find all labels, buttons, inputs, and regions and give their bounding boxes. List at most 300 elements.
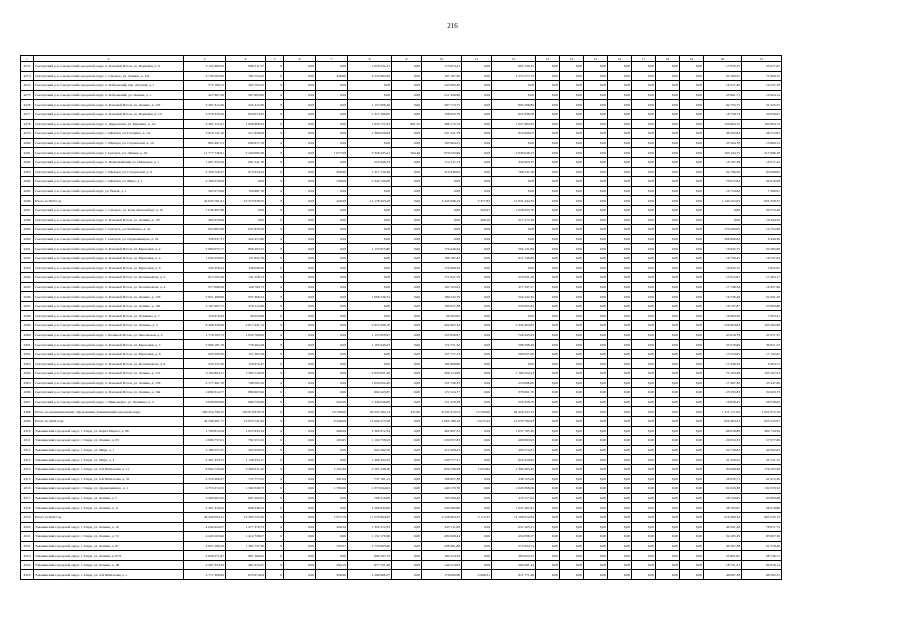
value-cell: 0,00 (608, 138, 632, 148)
value-cell: 508 598,29 (492, 340, 536, 350)
table-row (21, 129, 782, 139)
value-cell: 18 751,21 (704, 560, 742, 570)
value-cell: 0,00 (680, 512, 704, 522)
value-cell: 440 170,76 (422, 484, 462, 494)
value-cell: 0,00 (536, 282, 560, 292)
value-cell: 0,00 (392, 321, 422, 331)
value-cell: 16 656,25 (704, 397, 742, 407)
address-cell: Сысертский р-н, Сысертский городской округ, п. Большой Исток, ул. Ленина, д. 107 (34, 215, 184, 225)
value-cell: 0,00 (680, 532, 704, 542)
value-cell: 681 541,78 (226, 157, 266, 167)
value-cell: 0,00 (560, 301, 584, 311)
value-cell: 420,00 (316, 397, 348, 407)
value-cell: 34 561,29 (742, 292, 782, 302)
value-cell: 0,00 (656, 493, 680, 503)
value-cell: 0,00 (536, 138, 560, 148)
value-cell: 0,00 (392, 71, 422, 81)
value-cell: 0,00 (656, 311, 680, 321)
row-index: 4287 (21, 205, 34, 215)
value-cell: 285 254 790,15 (184, 407, 226, 417)
value-cell: 45 619,79 (704, 330, 742, 340)
value-cell: 0 (266, 311, 284, 321)
value-cell: 15 860,13 (742, 138, 782, 148)
value-cell: 0,00 (392, 445, 422, 455)
value-cell: 0,00 (584, 560, 608, 570)
value-cell: 0,00 (656, 90, 680, 100)
table-row (21, 532, 782, 542)
value-cell: 1 068 239,34 (348, 292, 392, 302)
value-cell: 3 145 480,93 (184, 62, 226, 72)
value-cell: 0,00 (632, 167, 656, 177)
value-cell: 11 777 736,81 (184, 148, 226, 158)
value-cell: 0,00 (284, 359, 316, 369)
row-index: 4301 (21, 340, 34, 350)
column-number: 5 (266, 56, 284, 62)
value-cell: 173 874,21 (422, 62, 462, 72)
value-cell: 0,00 (392, 196, 422, 206)
value-cell: 0,00 (608, 493, 632, 503)
value-cell: 0,00 (680, 484, 704, 494)
row-index: 4296 (21, 292, 34, 302)
value-cell: 287 713,75 (422, 100, 462, 110)
value-cell: 3 181 248,30 (348, 464, 392, 474)
address-cell: Сысертский р-н, Сысертский городской округ, п. Большой Исток, ул. Пушкина, д. 7 (34, 311, 184, 321)
value-cell: 0,00 (560, 282, 584, 292)
value-cell: 1 157 006,26 (348, 100, 392, 110)
value-cell: 0,00 (632, 157, 656, 167)
value-cell: 181 889,86 (422, 359, 462, 369)
value-cell: 0,00 (680, 321, 704, 331)
row-index: 4285 (21, 186, 34, 196)
value-cell: 0,00 (584, 311, 608, 321)
value-cell: 0,00 (536, 253, 560, 263)
value-cell: 0,00 (656, 148, 680, 158)
value-cell: 0,00 (656, 397, 680, 407)
value-cell: 0,00 (462, 397, 492, 407)
value-cell: 0,00 (608, 167, 632, 177)
value-cell: 0 (266, 570, 284, 580)
value-cell: 0 (266, 177, 284, 187)
table-row (21, 570, 782, 580)
value-cell: 0,00 (316, 282, 348, 292)
value-cell: 408 983,93 (492, 436, 536, 446)
value-cell: 0,00 (656, 215, 680, 225)
value-cell: 0,00 (656, 378, 680, 388)
value-cell: 0,00 (226, 215, 266, 225)
value-cell: 0,00 (632, 292, 656, 302)
value-cell: 0,00 (316, 253, 348, 263)
value-cell: 686 511,57 (226, 62, 266, 72)
value-cell: 3 287 312,46 (184, 100, 226, 110)
value-cell: 0,00 (680, 81, 704, 91)
value-cell: 0,00 (284, 225, 316, 235)
value-cell: 0,00 (316, 532, 348, 542)
value-cell: 12 760,96 (462, 407, 492, 417)
value-cell: 1 152 170,90 (348, 532, 392, 542)
value-cell: 0,00 (608, 215, 632, 225)
value-cell: 0,00 (284, 436, 316, 446)
value-cell: 0,00 (316, 349, 348, 359)
value-cell: 0,00 (316, 62, 348, 72)
value-cell: 6 448,00 (316, 416, 348, 426)
value-cell: 0,00 (680, 71, 704, 81)
value-cell: 0,00 (680, 244, 704, 254)
value-cell: 0,00 (226, 205, 266, 215)
address-cell: Сысертский р-н, Сысертский городской округ, п. Большой Исток, ул. Ленина, д. 162 (34, 301, 184, 311)
value-cell: 3 919 141,16 (184, 129, 226, 139)
value-cell: 0,00 (680, 378, 704, 388)
table-row (21, 157, 782, 167)
value-cell: 0,00 (632, 416, 656, 426)
value-cell: 83 097,56 (742, 532, 782, 542)
value-cell: 1 653,82 (462, 464, 492, 474)
address-cell: Таванинский городской округ, г. Тавда, ул. Карла Маркса, д. 96 (34, 426, 184, 436)
value-cell: 0,00 (462, 426, 492, 436)
value-cell: 0,00 (392, 282, 422, 292)
value-cell: 0,00 (632, 436, 656, 446)
value-cell: 0,00 (584, 330, 608, 340)
value-cell: 0,00 (348, 253, 392, 263)
value-cell: 0,00 (284, 62, 316, 72)
value-cell: 0,00 (608, 397, 632, 407)
value-cell: 0,00 (392, 186, 422, 196)
value-cell: 0,00 (608, 445, 632, 455)
value-cell: 0,00 (632, 541, 656, 551)
value-cell: 0,00 (608, 119, 632, 129)
value-cell: 0,00 (656, 570, 680, 580)
value-cell: 16 737,87 (704, 301, 742, 311)
value-cell: 0,00 (584, 551, 608, 561)
value-cell: 0,00 (656, 321, 680, 331)
table-row (21, 436, 782, 446)
value-cell: 0,00 (656, 177, 680, 187)
address-cell: Таванинский городской округ, г. Тавда, ул. Ленина, д. 72 (34, 532, 184, 542)
value-cell: 170 206,05 (704, 225, 742, 235)
value-cell: 0,00 (656, 369, 680, 379)
value-cell: 0,00 (560, 445, 584, 455)
row-index: 4323 (21, 551, 34, 561)
value-cell: 0,00 (560, 109, 584, 119)
value-cell: 0,00 (316, 273, 348, 283)
value-cell: 1 776 505,73 (184, 330, 226, 340)
value-cell: 0,00 (462, 225, 492, 235)
value-cell: 217 686,18 (742, 148, 782, 158)
address-cell: Таванинский городской округ, г. Тавда, ул. Ленина, д. 1В (34, 560, 184, 570)
value-cell: 0,00 (392, 493, 422, 503)
value-cell: 7 049 397,88 (184, 205, 226, 215)
row-index: 4288 (21, 215, 34, 225)
value-cell: 992 443,87 (348, 388, 392, 398)
value-cell: 0,00 (632, 138, 656, 148)
value-cell: 0,00 (584, 397, 608, 407)
value-cell: 300,96 (316, 167, 348, 177)
address-cell: Сысертский р-н, Сысертский городской округ, п. Первомайский, ул. Пионеров, д. 1 (34, 157, 184, 167)
value-cell: 0,00 (584, 445, 608, 455)
value-cell: 1 780,00 (316, 484, 348, 494)
value-cell: 0,00 (536, 196, 560, 206)
row-index: 4272 (21, 62, 34, 72)
value-cell: 0 (266, 407, 284, 417)
value-cell: 1 973,79 (316, 512, 348, 522)
value-cell: 31 526,22 (704, 455, 742, 465)
value-cell: 189 242,79 (422, 292, 462, 302)
value-cell: 0,00 (584, 340, 608, 350)
table-row (21, 196, 782, 206)
value-cell: 90 098,46 (704, 464, 742, 474)
value-cell: 2 689 181,76 (184, 340, 226, 350)
value-cell: 0,00 (536, 225, 560, 235)
value-cell: 0,00 (284, 522, 316, 532)
address-cell: Таванинский городской округ, г. Тавда, ул. 4-й Пятилетки, д. 1 (34, 570, 184, 580)
value-cell: 0,00 (536, 244, 560, 254)
value-cell: 0,00 (560, 215, 584, 225)
address-cell: Таванинский городской округ, г. Тавда, ул. Ленина, д. 87 (34, 541, 184, 551)
value-cell: 0,00 (284, 512, 316, 522)
value-cell: 1 607 352,56 (184, 157, 226, 167)
value-cell: 2 107 667,77 (184, 301, 226, 311)
value-cell: 0,00 (608, 244, 632, 254)
value-cell: 0,00 (422, 225, 462, 235)
value-cell: 0,00 (462, 311, 492, 321)
value-cell: 0 (266, 196, 284, 206)
value-cell: 131 258,13 (226, 273, 266, 283)
table-row (21, 493, 782, 503)
value-cell: 0,00 (462, 474, 492, 484)
value-cell: 0,00 (608, 62, 632, 72)
value-cell: 0,00 (608, 551, 632, 561)
value-cell: 0,00 (608, 205, 632, 215)
value-cell: 0,00 (584, 503, 608, 513)
value-cell: 0,00 (632, 551, 656, 561)
value-cell: 0,00 (284, 148, 316, 158)
value-cell: 674 874,04 (226, 570, 266, 580)
value-cell: 0,00 (492, 177, 536, 187)
value-cell: 0,00 (316, 445, 348, 455)
value-cell: 0,00 (680, 253, 704, 263)
value-cell: 0,00 (462, 369, 492, 379)
value-cell: 1 311 171,94 (704, 407, 742, 417)
value-cell: 40 567,38 (704, 541, 742, 551)
value-cell: 0,00 (632, 397, 656, 407)
value-cell: 0,00 (560, 148, 584, 158)
value-cell: 2 361 333,75 (184, 455, 226, 465)
value-cell: 0,00 (680, 464, 704, 474)
value-cell: 0,00 (608, 388, 632, 398)
value-cell: 0,00 (392, 177, 422, 187)
value-cell: 32 020,73 (742, 388, 782, 398)
value-cell: 0,00 (584, 157, 608, 167)
value-cell: 0,00 (316, 138, 348, 148)
value-cell: 893 498,86 (492, 100, 536, 110)
value-cell: 0,00 (316, 503, 348, 513)
value-cell: 824 482,50 (348, 445, 392, 455)
value-cell: 0,00 (608, 512, 632, 522)
value-cell: 0,00 (392, 263, 422, 273)
value-cell: 0,00 (632, 378, 656, 388)
value-cell: 0,00 (560, 273, 584, 283)
value-cell: 240 582,86 (422, 503, 462, 513)
value-cell: 0,00 (316, 369, 348, 379)
value-cell: 0,00 (560, 532, 584, 542)
value-cell: 17 439,34 (704, 359, 742, 369)
value-cell: 0,00 (632, 90, 656, 100)
value-cell: 365 673,66 (184, 186, 226, 196)
value-cell: 0,00 (536, 340, 560, 350)
value-cell: 0,00 (632, 186, 656, 196)
value-cell: 0 (266, 349, 284, 359)
value-cell: 0,00 (392, 388, 422, 398)
value-cell: 0,00 (462, 90, 492, 100)
value-cell: 151 265,58 (226, 349, 266, 359)
row-index: 4274 (21, 81, 34, 91)
column-number: 13 (536, 56, 560, 62)
value-cell: 0,00 (584, 109, 608, 119)
column-number: 12 (492, 56, 536, 62)
value-cell: 0,00 (392, 369, 422, 379)
value-cell: 3 266 607,65 (184, 493, 226, 503)
row-index: 4316 (21, 484, 34, 494)
column-number: 1 (21, 56, 34, 62)
value-cell: 284 981,14 (492, 560, 536, 570)
address-cell: Сысертский р-н, Сысертский городской округ, г. Сысерть, ул. Коммуны, д. 41 (34, 225, 184, 235)
value-cell: 0,00 (632, 503, 656, 513)
value-cell: 62 735,75 (704, 100, 742, 110)
value-cell: 1 034 250,87 (184, 253, 226, 263)
value-cell: 0 (266, 100, 284, 110)
value-cell: 0,00 (316, 455, 348, 465)
address-cell: Сысертский р-н, Сысертский городской округ, п. Большой Исток, ул. Ленина, д. 147 (34, 100, 184, 110)
address-cell: Таванинский городской округ, г. Тавда, ул. 9-й Пятилетки, д. 3а (34, 474, 184, 484)
value-cell: 0,00 (656, 416, 680, 426)
value-cell: 461 915,47 (226, 560, 266, 570)
value-cell: 768 531,28 (492, 167, 536, 177)
value-cell: 12 178 403,16 (348, 196, 392, 206)
table-row (21, 100, 782, 110)
value-cell: 16 444,35 (742, 215, 782, 225)
value-cell: 179 408,34 (422, 263, 462, 273)
row-index: 4298 (21, 311, 34, 321)
value-cell: 0,00 (656, 484, 680, 494)
value-cell: 0,00 (536, 426, 560, 436)
value-cell: 0,00 (316, 301, 348, 311)
value-cell: 4 951 286,16 (184, 541, 226, 551)
table-row (21, 273, 782, 283)
value-cell: 78 971,73 (742, 522, 782, 532)
value-cell: 0,00 (584, 359, 608, 369)
value-cell: 0,00 (656, 225, 680, 235)
value-cell: 0,00 (680, 541, 704, 551)
value-cell: 0,00 (632, 282, 656, 292)
value-cell: 0,00 (284, 292, 316, 302)
value-cell: 0,00 (284, 570, 316, 580)
value-cell: 0,00 (584, 301, 608, 311)
value-cell: 8 448,36 (742, 234, 782, 244)
value-cell: 338 125,00 (492, 474, 536, 484)
value-cell: 0,00 (392, 464, 422, 474)
column-number: 2 (34, 56, 184, 62)
value-cell: 0 (266, 205, 284, 215)
value-cell: 0,00 (584, 138, 608, 148)
value-cell: 0,00 (632, 570, 656, 580)
value-cell: 282 648,44 (422, 532, 462, 542)
value-cell: 0,00 (392, 109, 422, 119)
value-cell: 0,00 (608, 416, 632, 426)
value-cell: 863 497,51 (184, 138, 226, 148)
table-row (21, 397, 782, 407)
value-cell: 0,00 (560, 474, 584, 484)
value-cell: 0,00 (462, 81, 492, 91)
value-cell: 1 018 531,21 (348, 62, 392, 72)
address-cell: Таванинский городской округ, г. Тавда, ул. Ленина, д. 5 (34, 493, 184, 503)
table-row (21, 62, 782, 72)
value-cell: 0,00 (536, 301, 560, 311)
row-index: 4275 (21, 90, 34, 100)
value-cell: 0,00 (316, 100, 348, 110)
value-cell: 0 (266, 484, 284, 494)
value-cell: 3 281 151,61 (184, 119, 226, 129)
value-cell: 0,00 (316, 292, 348, 302)
value-cell: 0,00 (536, 416, 560, 426)
value-cell: 0,00 (608, 330, 632, 340)
value-cell: 0,00 (284, 81, 316, 91)
value-cell: 0,00 (680, 119, 704, 129)
value-cell: 1 477 376,73 (226, 522, 266, 532)
value-cell: 0,00 (348, 282, 392, 292)
value-cell: 0,00 (284, 186, 316, 196)
value-cell: 0,00 (316, 263, 348, 273)
value-cell: 0,00 (316, 129, 348, 139)
value-cell: 0,00 (656, 273, 680, 283)
address-cell: Сысертский р-н, Сысертский городской округ, п. Большой Исток, ул. Береговая, д. 6 (34, 263, 184, 273)
value-cell: 234 412,30 (226, 100, 266, 110)
value-cell: 0,00 (462, 503, 492, 513)
row-index: 4293 (21, 263, 34, 273)
value-cell: 0,00 (392, 62, 422, 72)
value-cell: 688 246,54 (226, 503, 266, 513)
value-cell: 784 752,22 (226, 71, 266, 81)
value-cell: 70 675,82 (704, 177, 742, 187)
value-cell: 0,00 (462, 321, 492, 331)
value-cell: 0,00 (632, 493, 656, 503)
value-cell: 0,00 (462, 301, 492, 311)
value-cell: 0,00 (632, 71, 656, 81)
value-cell: 179 000,96 (422, 570, 462, 580)
value-cell: 0,00 (284, 369, 316, 379)
value-cell: 0,00 (392, 90, 422, 100)
table-row (21, 503, 782, 513)
address-cell: Сысертский р-н, Сысертский городской округ, п. Большой Исток, ул. Космонавтов, д. 4 (34, 282, 184, 292)
value-cell: 0,00 (608, 196, 632, 206)
value-cell: 0 (266, 301, 284, 311)
value-cell: 0,00 (316, 81, 348, 91)
value-cell: 0,00 (462, 129, 492, 139)
value-cell: 811 771,46 (492, 570, 536, 580)
value-cell: 63 098,92 (742, 167, 782, 177)
value-cell: 0,00 (462, 100, 492, 110)
value-cell: 1 346 046,86 (348, 397, 392, 407)
value-cell: 0,00 (536, 90, 560, 100)
value-cell: 0,00 (316, 157, 348, 167)
value-cell: 680 750,66 (226, 397, 266, 407)
value-cell: 63 083,08 (742, 493, 782, 503)
value-cell: 0,00 (560, 62, 584, 72)
value-cell: 0,00 (316, 340, 348, 350)
address-cell: Сысертский р-н, Сысертский городской округ, п. Большой Исток, ул. Береговая, д. 8 (34, 349, 184, 359)
value-cell: 0,00 (632, 407, 656, 417)
value-cell: 6 753 274,53 (184, 484, 226, 494)
value-cell: 0,00 (680, 186, 704, 196)
value-cell: 2 579 350,26 (184, 109, 226, 119)
